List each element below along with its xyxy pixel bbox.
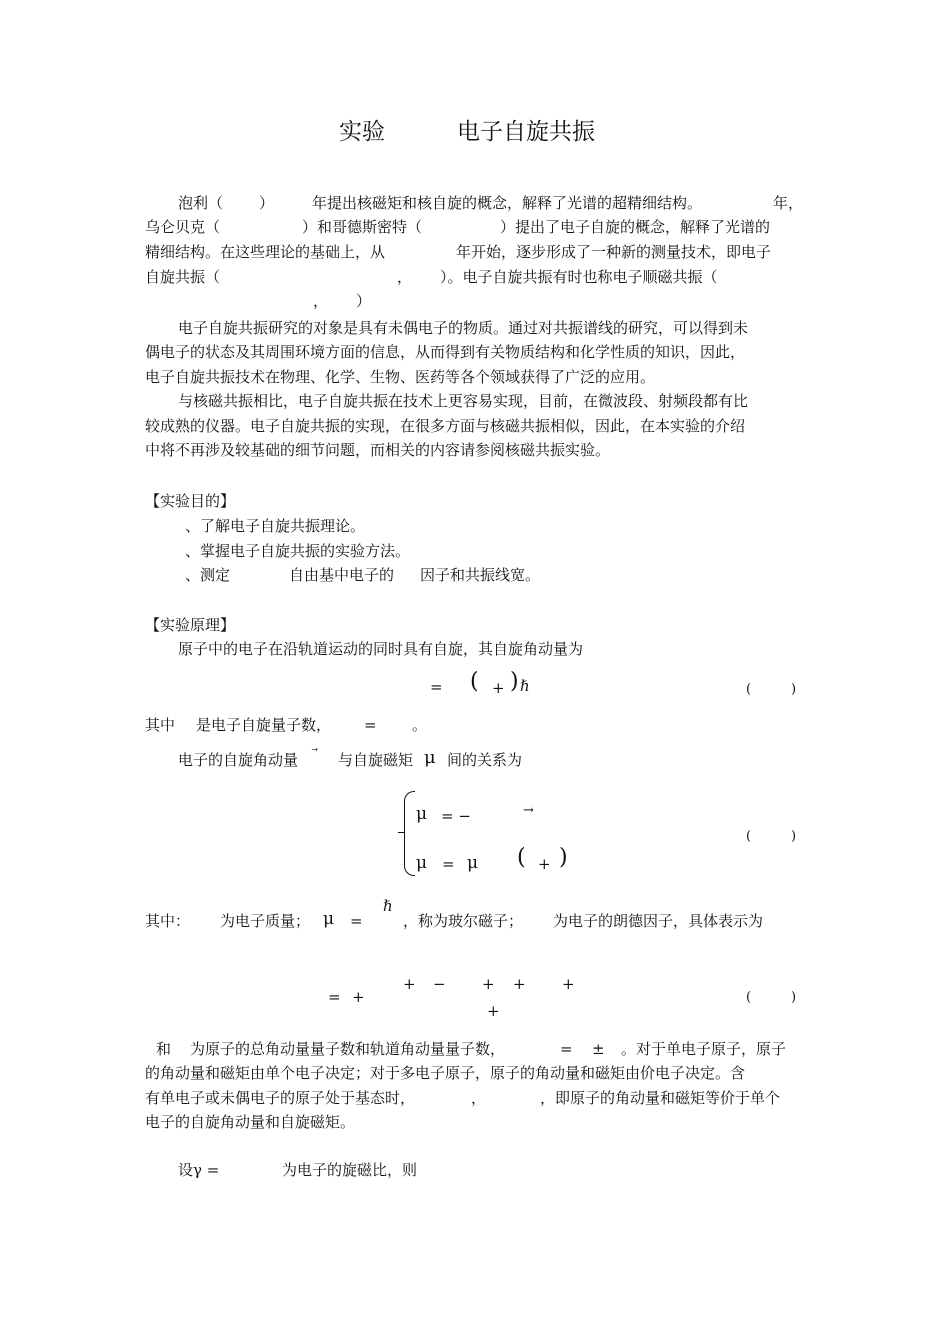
- p1-l1c: 年提出核磁矩和核自旋的概念，解释了光谱的超精细结构。: [312, 194, 703, 212]
- principle-l3c: 间的关系为: [447, 751, 523, 769]
- p1-l2a: 乌仑贝克（: [145, 218, 221, 236]
- principle-l4c: μ: [323, 909, 335, 929]
- p2-l3: 电子自旋共振技术在物理、化学、生物、医药等各个领域获得了广泛的应用。: [145, 368, 656, 386]
- principle-l5c: =: [560, 1040, 573, 1058]
- system-brace: [404, 791, 415, 876]
- eq2-lparen: (: [517, 845, 526, 870]
- p1-l5b: ）: [356, 292, 372, 310]
- p1-l4a: 自旋共振（: [145, 268, 221, 286]
- principle-l2b: 是电子自旋量子数，: [196, 716, 332, 734]
- principle-l7b: ，: [471, 1089, 487, 1107]
- p1-l2b: ）和哥德斯密特（: [302, 218, 423, 236]
- principle-l3a: 电子的自旋角动量: [178, 751, 299, 769]
- principle-l4b: 为电子质量；: [220, 912, 311, 930]
- principle-l9b: 为电子的旋磁比，则: [282, 1161, 418, 1179]
- p1-l4b: ，: [397, 268, 413, 286]
- purpose-item-3b: 自由基中电子的: [289, 566, 395, 584]
- eq3-f: +: [513, 975, 526, 993]
- principle-l9a: 设γ =: [178, 1161, 220, 1179]
- principle-l6: 的角动量和磁矩由单个电子决定；对于多电子原子，原子的角动量和磁矩由价电子决定。含: [145, 1064, 746, 1082]
- eq2-r1-eq: = −: [441, 807, 471, 825]
- purpose-item-2: 、掌握电子自旋共振的实验方法。: [185, 542, 411, 560]
- mu-symbol: μ: [424, 747, 436, 768]
- eq3-c: +: [403, 975, 416, 993]
- principle-l4g: 为电子的朗德因子，具体表示为: [553, 912, 764, 930]
- purpose-item-3a: 、测定: [185, 566, 231, 584]
- principle-l4e: ℏ: [383, 897, 393, 915]
- principle-l4f: ，称为玻尔磁子；: [403, 912, 524, 930]
- eq3-h: +: [487, 1002, 500, 1020]
- eq1-rparen: ): [510, 669, 519, 694]
- eq3-num-l: (: [746, 990, 752, 1005]
- principle-l2a: 其中: [145, 716, 176, 734]
- principle-l7a: 有单电子或未偶电子的原子处于基态时，: [145, 1089, 416, 1107]
- purpose-heading: 【实验目的】: [145, 492, 236, 510]
- principle-l5e: 。对于单电子原子，原子: [621, 1040, 787, 1058]
- p1-l1a: 泡利（: [178, 194, 224, 212]
- purpose-item-1: 、了解电子自旋共振理论。: [185, 517, 366, 535]
- eq3-d: −: [433, 975, 446, 993]
- principle-l2c: =: [364, 716, 377, 734]
- p3-l3: 中将不再涉及较基础的细节问题，而相关的内容请参阅核磁共振实验。: [145, 441, 611, 459]
- eq3-num-r: ): [791, 990, 797, 1005]
- principle-l5a: 和: [156, 1040, 172, 1058]
- p1-l2c: ）提出了电子自旋的概念，解释了光谱的: [500, 218, 771, 236]
- p1-l3b: 年开始，逐步形成了一种新的测量技术，即电子: [456, 243, 772, 261]
- eq2-r2-mu2: μ: [467, 853, 479, 873]
- eq2-r1-mu: μ: [416, 804, 428, 824]
- p2-l1: 电子自旋共振研究的对象是具有未偶电子的物质。通过对共振谱线的研究，可以得到未: [178, 319, 749, 337]
- principle-l3b: 与自旋磁矩: [338, 751, 414, 769]
- principle-l1: 原子中的电子在沿轨道运动的同时具有自旋，其自旋角动量为: [178, 640, 584, 658]
- principle-l4d: =: [350, 912, 363, 930]
- eq3-b: +: [352, 988, 365, 1006]
- principle-l5b: 为原子的总角动量量子数和轨道角动量量子数，: [190, 1040, 506, 1058]
- p1-l1b: ）: [259, 194, 275, 212]
- eq3-e: +: [482, 975, 495, 993]
- principle-l2d: 。: [412, 716, 428, 734]
- principle-l8: 电子的自旋角动量和自旋磁矩。: [145, 1113, 356, 1131]
- eq3-g: +: [562, 975, 575, 993]
- principle-l7c: ，即原子的角动量和磁矩等价于单个: [540, 1089, 781, 1107]
- title-part2: 电子自旋共振: [457, 119, 595, 145]
- p1-l1d: 年，: [773, 194, 804, 212]
- eq1-plus: +: [492, 679, 505, 697]
- eq1-num-l: (: [746, 682, 752, 697]
- p3-l2: 较成熟的仪器。电子自旋共振的实现，在很多方面与核磁共振相似，因此，在本实验的介绍: [145, 417, 746, 435]
- eq1-num-r: ): [791, 682, 797, 697]
- eq1-equals: =: [430, 678, 443, 696]
- eq2-r2-eq: =: [442, 855, 455, 873]
- p3-l1: 与核磁共振相比，电子自旋共振在技术上更容易实现，目前，在微波段、射频段都有比: [178, 392, 749, 410]
- principle-l4a: 其中：: [145, 912, 191, 930]
- p1-l5a: ，: [313, 292, 329, 310]
- eq2-r1-arrow: →: [523, 803, 534, 818]
- eq2-r2-mu: μ: [416, 853, 428, 873]
- eq2-rparen: ): [559, 845, 568, 870]
- purpose-item-3c: 因子和共振线宽。: [420, 566, 541, 584]
- eq2-num-l: (: [746, 829, 752, 844]
- p1-l3a: 精细结构。在这些理论的基础上，从: [145, 243, 386, 261]
- eq2-plus: +: [538, 855, 551, 873]
- eq2-num-r: ): [791, 829, 797, 844]
- p2-l2: 偶电子的状态及其周围环境方面的信息，从而得到有关物质结构和化学性质的知识，因此，: [145, 343, 746, 361]
- eq3-a: =: [328, 988, 341, 1006]
- principle-heading: 【实验原理】: [145, 616, 236, 634]
- eq1-hbar: ℏ: [520, 677, 530, 695]
- title-part1: 实验: [339, 119, 385, 145]
- eq1-lparen: (: [470, 669, 479, 694]
- p1-l4c: ）。电子自旋共振有时也称电子顺磁共振（: [440, 268, 718, 286]
- principle-l5d: ±: [592, 1040, 605, 1058]
